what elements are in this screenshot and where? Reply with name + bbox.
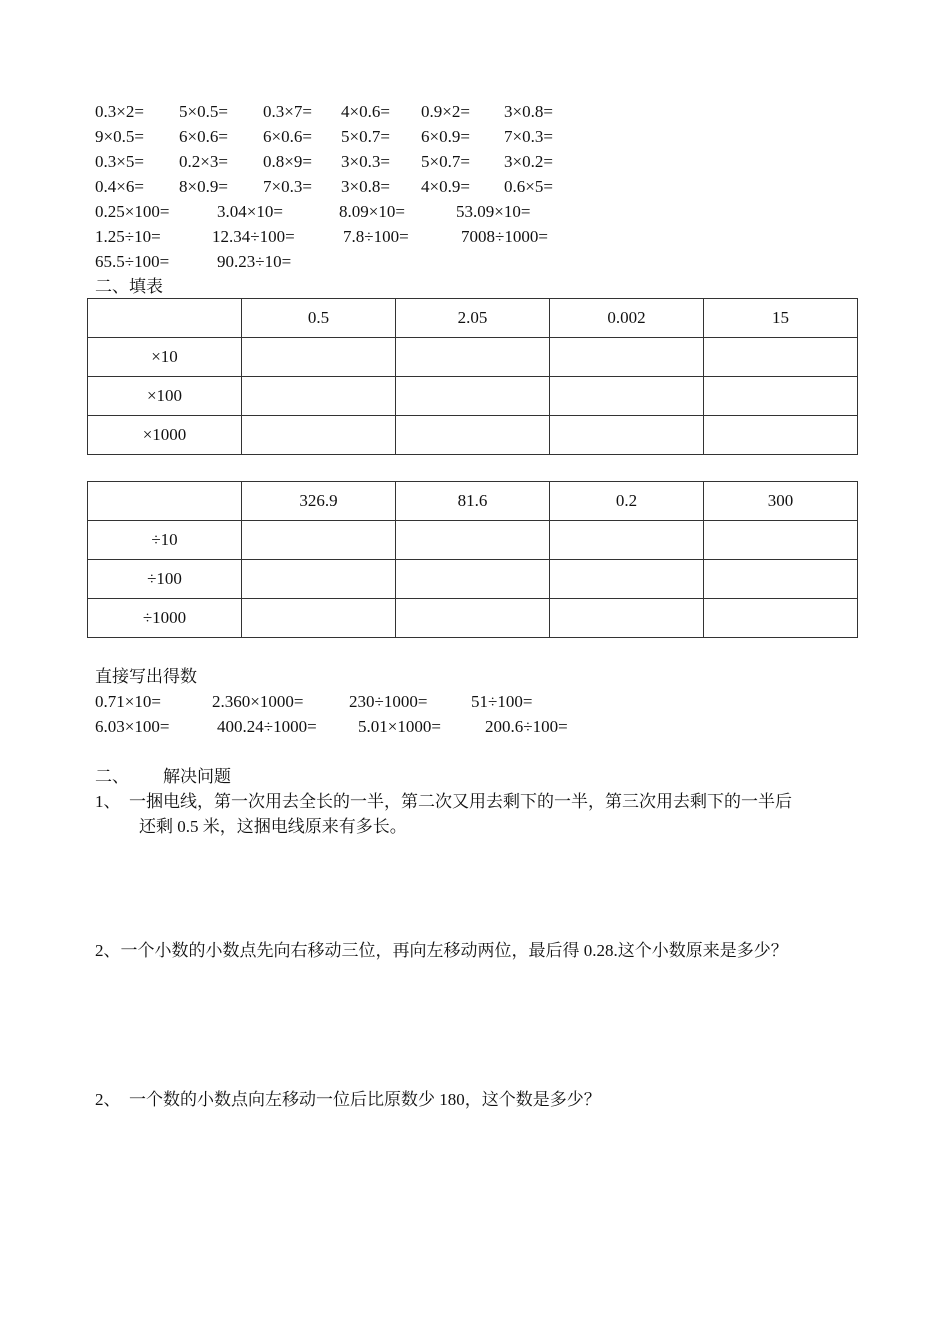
arith-item: 3×0.3= <box>341 152 390 171</box>
arith-item: 8×0.9= <box>179 177 228 196</box>
answer-cell[interactable] <box>550 377 704 416</box>
table-corner-cell <box>88 299 242 338</box>
row-label-cell: ÷1000 <box>88 599 242 638</box>
section-title: 解决问题 <box>163 767 231 786</box>
row-label-cell: ÷100 <box>88 560 242 599</box>
table-header-cell: 0.002 <box>550 299 704 338</box>
row-label-cell: ÷10 <box>88 521 242 560</box>
table-header-row <box>88 482 858 521</box>
section-heading <box>95 764 231 789</box>
row-label-cell: ×10 <box>88 338 242 377</box>
problem-1-text-line-2: 还剩 0.5 米，这捆电线原来有多长。 <box>139 817 407 836</box>
answer-cell[interactable] <box>550 521 704 560</box>
arith-item: 0.2×3= <box>179 152 228 171</box>
answer-cell[interactable] <box>704 377 858 416</box>
table-row <box>88 521 858 560</box>
arith-item: 7×0.3= <box>263 177 312 196</box>
arith-item: 5×0.7= <box>421 152 470 171</box>
table-header-cell: 300 <box>704 482 858 521</box>
problem-3-text: 一个数的小数点向左移动一位后比原数少 180，这个数是多少？ <box>129 1090 601 1109</box>
direct-item: 2.360×1000= <box>212 692 304 711</box>
arith-item: 65.5÷100= <box>95 252 170 271</box>
table-row <box>88 377 858 416</box>
table-header-cell: 326.9 <box>242 482 396 521</box>
answer-cell[interactable] <box>396 599 550 638</box>
direct-item: 0.71×10= <box>95 692 161 711</box>
table-row <box>88 599 858 638</box>
arith-item: 9×0.5= <box>95 127 144 146</box>
arith-item: 4×0.6= <box>341 102 390 121</box>
problem-2: 2、一个小数的小数点先向右移动三位，再向左移动两位，最后得 0.28.这个小数原来是多少？ <box>95 941 788 960</box>
answer-cell[interactable] <box>242 377 396 416</box>
row-label-cell: ×1000 <box>88 416 242 455</box>
problem-1-text-line-1: 一捆电线，第一次用去全长的一半，第二次又用去剩下的一半，第三次用去剩下的一半后 <box>129 792 792 811</box>
problem-3-number: 2、 <box>95 1090 121 1109</box>
direct-item: 5.01×1000= <box>358 717 441 736</box>
answer-cell[interactable] <box>704 338 858 377</box>
direct-heading: 直接写出得数 <box>95 667 197 686</box>
answer-cell[interactable] <box>550 416 704 455</box>
multiply-table <box>87 298 858 455</box>
answer-cell[interactable] <box>242 521 396 560</box>
direct-item: 51÷100= <box>471 692 533 711</box>
direct-item: 400.24÷1000= <box>217 717 317 736</box>
fill-table-heading: 二、填表 <box>95 277 163 296</box>
answer-cell[interactable] <box>242 560 396 599</box>
arith-item: 53.09×10= <box>456 202 531 221</box>
table-row <box>88 560 858 599</box>
table-header-cell: 2.05 <box>396 299 550 338</box>
problem-1 <box>95 789 865 839</box>
answer-cell[interactable] <box>704 416 858 455</box>
row-label-cell: ×100 <box>88 377 242 416</box>
arith-item: 5×0.7= <box>341 127 390 146</box>
answer-cell[interactable] <box>550 338 704 377</box>
answer-cell[interactable] <box>396 377 550 416</box>
problem-3 <box>95 1087 601 1112</box>
answer-cell[interactable] <box>396 416 550 455</box>
divide-table <box>87 481 858 638</box>
arith-item: 5×0.5= <box>179 102 228 121</box>
arith-item: 3×0.2= <box>504 152 553 171</box>
arith-item: 0.3×5= <box>95 152 144 171</box>
answer-cell[interactable] <box>704 521 858 560</box>
arith-item: 0.3×7= <box>263 102 312 121</box>
problem-1-line-1 <box>95 789 865 814</box>
arith-item: 0.25×100= <box>95 202 170 221</box>
arith-item: 3.04×10= <box>217 202 283 221</box>
arith-item: 0.3×2= <box>95 102 144 121</box>
section-number: 二、 <box>95 767 129 786</box>
answer-cell[interactable] <box>550 560 704 599</box>
table-header-row <box>88 299 858 338</box>
arith-item: 4×0.9= <box>421 177 470 196</box>
arith-item: 12.34÷100= <box>212 227 295 246</box>
arith-item: 7×0.3= <box>504 127 553 146</box>
arith-item: 3×0.8= <box>504 102 553 121</box>
answer-cell[interactable] <box>242 599 396 638</box>
answer-cell[interactable] <box>396 560 550 599</box>
arith-item: 6×0.6= <box>179 127 228 146</box>
answer-cell[interactable] <box>242 416 396 455</box>
answer-cell[interactable] <box>704 560 858 599</box>
problem-1-number: 1、 <box>95 792 121 811</box>
arith-item: 6×0.6= <box>263 127 312 146</box>
answer-cell[interactable] <box>704 599 858 638</box>
table-header-cell: 0.5 <box>242 299 396 338</box>
table-header-cell: 15 <box>704 299 858 338</box>
answer-cell[interactable] <box>550 599 704 638</box>
arith-item: 0.9×2= <box>421 102 470 121</box>
arith-item: 0.6×5= <box>504 177 553 196</box>
arith-item: 7008÷1000= <box>461 227 548 246</box>
direct-item: 200.6÷100= <box>485 717 568 736</box>
table-row <box>88 416 858 455</box>
arith-item: 90.23÷10= <box>217 252 292 271</box>
direct-item: 230÷1000= <box>349 692 428 711</box>
table-header-cell: 81.6 <box>396 482 550 521</box>
table-corner-cell <box>88 482 242 521</box>
answer-cell[interactable] <box>396 521 550 560</box>
table-row <box>88 338 858 377</box>
arith-item: 0.4×6= <box>95 177 144 196</box>
arith-item: 1.25÷10= <box>95 227 161 246</box>
arith-item: 0.8×9= <box>263 152 312 171</box>
arith-item: 7.8÷100= <box>343 227 409 246</box>
arith-item: 6×0.9= <box>421 127 470 146</box>
arith-item: 8.09×10= <box>339 202 405 221</box>
table-header-cell: 0.2 <box>550 482 704 521</box>
answer-cell[interactable] <box>242 338 396 377</box>
arith-item: 3×0.8= <box>341 177 390 196</box>
direct-item: 6.03×100= <box>95 717 170 736</box>
answer-cell[interactable] <box>396 338 550 377</box>
